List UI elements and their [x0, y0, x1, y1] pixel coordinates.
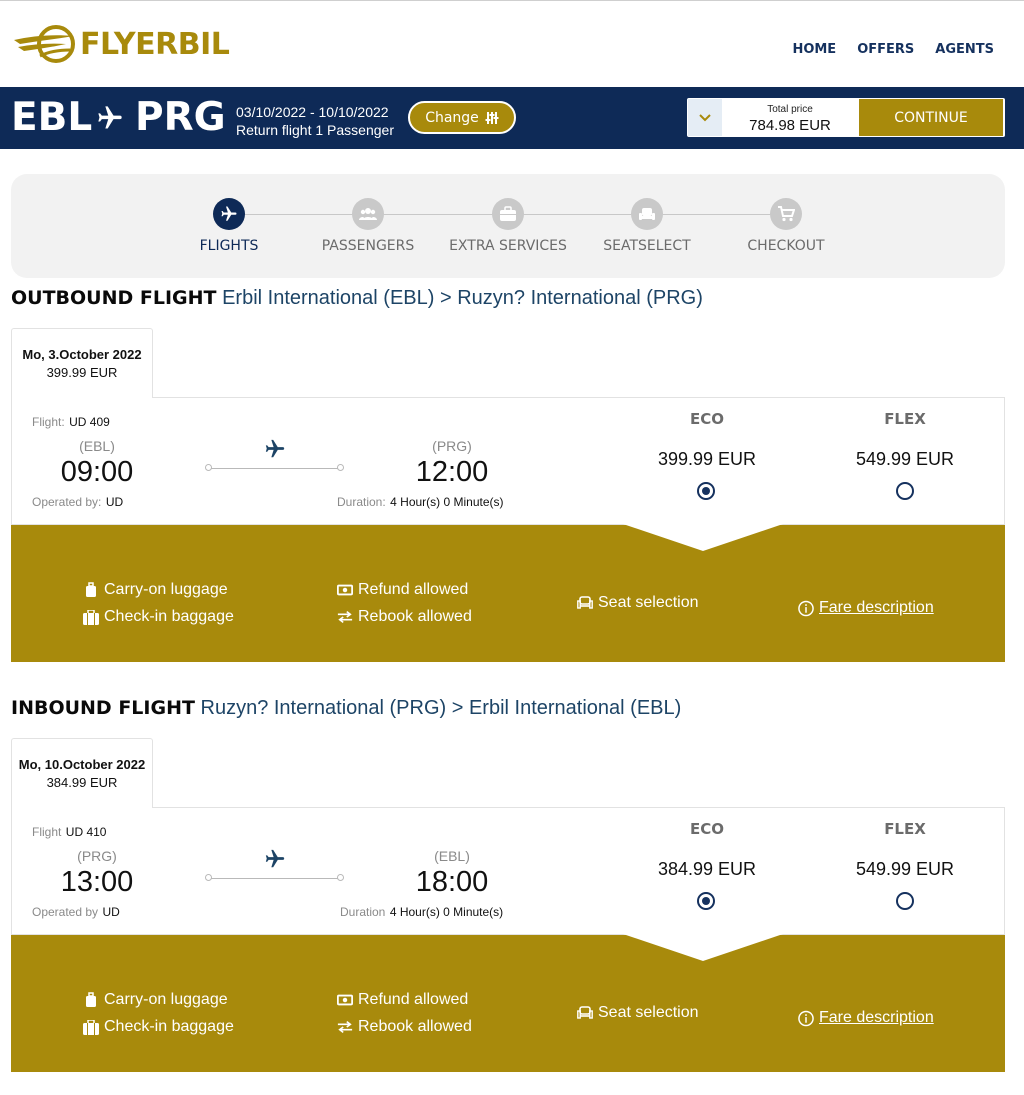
logo[interactable] — [12, 22, 229, 66]
arrival-time: 18:00 — [415, 866, 489, 898]
departure-code: (PRG) — [77, 848, 117, 864]
step-checkout[interactable] — [716, 198, 856, 254]
refund-feature: Refund allowed — [337, 581, 468, 599]
fare-description-link[interactable]: Fare description — [798, 1009, 934, 1027]
step-flights-circle — [213, 198, 245, 230]
step-label: EXTRA SERVICES — [449, 238, 567, 254]
fare-features-panel — [11, 935, 1005, 1072]
info-icon — [798, 600, 814, 617]
info-icon — [798, 1010, 814, 1027]
price-toggle-button[interactable] — [688, 99, 722, 136]
nav-home[interactable]: HOME — [792, 42, 837, 57]
eco-fare-price: 384.99 EUR — [657, 859, 757, 879]
flex-fare-price: 549.99 EUR — [855, 859, 955, 879]
step-seatselect[interactable] — [577, 198, 717, 254]
refund-feature: Refund allowed — [337, 991, 468, 1009]
exchange-icon — [337, 610, 353, 624]
flex-fare-price: 549.99 EUR — [855, 449, 955, 469]
change-label: Change — [425, 109, 479, 126]
rebook-feature: Rebook allowed — [337, 608, 472, 626]
step-label: SEATSELECT — [603, 238, 691, 254]
flex-radio[interactable] — [896, 892, 914, 910]
plane-icon — [263, 848, 287, 870]
destination-code: PRG — [135, 95, 226, 140]
route-end-dot — [337, 874, 344, 881]
eco-fare-label: ECO — [689, 820, 724, 838]
check-in-feature: Check-in baggage — [83, 608, 234, 626]
route-bar — [0, 87, 1024, 149]
wing-logo-icon — [12, 22, 76, 66]
eco-radio[interactable] — [697, 482, 715, 500]
inbound-title: INBOUND FLIGHT — [11, 697, 195, 719]
step-label: CHECKOUT — [747, 238, 825, 254]
inbound-date-tab[interactable] — [11, 738, 153, 808]
plane-icon — [220, 205, 238, 223]
step-label: FLIGHTS — [199, 238, 259, 254]
total-price-value: 784.98 EUR — [749, 117, 831, 134]
luggage-icon — [83, 1020, 99, 1035]
date-price: 384.99 EUR — [46, 775, 118, 790]
continue-button[interactable]: CONTINUE — [859, 99, 1003, 136]
operated-by: Operated by: UD — [32, 495, 124, 509]
flight-details-panel — [11, 807, 1005, 935]
departure-code: (EBL) — [79, 438, 115, 454]
trip-dates: 03/10/2022 - 10/10/2022 — [236, 104, 389, 120]
step-seat-circle — [631, 198, 663, 230]
outbound-title: OUTBOUND FLIGHT — [11, 287, 217, 309]
users-icon — [359, 206, 377, 222]
fare-features-panel — [11, 525, 1005, 662]
departure-time: 13:00 — [60, 866, 134, 898]
sliders-icon — [485, 111, 499, 125]
flex-fare-label: FLEX — [884, 410, 926, 428]
trip-summary — [236, 103, 394, 139]
arrival-code: (PRG) — [432, 438, 472, 454]
outbound-route: Erbil International (EBL) > Ruzyn? International (PRG) — [222, 287, 703, 309]
step-extra-circle — [492, 198, 524, 230]
check-in-feature: Check-in baggage — [83, 1018, 234, 1036]
seat-icon — [577, 1006, 593, 1020]
operated-by: Operated by UD — [32, 905, 120, 919]
exchange-icon — [337, 1020, 353, 1034]
inbound-route: Ruzyn? International (PRG) > Erbil International (EBL) — [200, 697, 682, 719]
eco-fare-price: 399.99 EUR — [657, 449, 757, 469]
departure-time: 09:00 — [60, 456, 134, 488]
selected-fare-pointer — [623, 524, 783, 551]
chevron-down-icon — [699, 114, 711, 122]
nav-agents[interactable]: AGENTS — [935, 42, 994, 57]
route-end-dot — [337, 464, 344, 471]
plane-icon — [263, 438, 287, 460]
main-nav — [792, 42, 994, 57]
step-checkout-circle — [770, 198, 802, 230]
inbound-card — [11, 738, 1005, 1073]
seat-feature: Seat selection — [577, 594, 699, 612]
flight-number: Flight UD 410 — [32, 825, 107, 839]
route-track — [209, 878, 342, 879]
step-passengers-circle — [352, 198, 384, 230]
carry-on-feature: Carry-on luggage — [83, 991, 228, 1009]
flight-number: Flight: UD 409 — [32, 415, 110, 429]
carry-on-feature: Carry-on luggage — [83, 581, 228, 599]
fare-description-link[interactable]: Fare description — [798, 599, 934, 617]
date-price: 399.99 EUR — [46, 365, 118, 380]
briefcase-icon — [499, 206, 517, 222]
eco-fare-label: ECO — [689, 410, 724, 428]
date-label: Mo, 3.October 2022 — [22, 347, 142, 362]
selected-fare-pointer — [623, 934, 783, 961]
money-icon — [337, 584, 353, 596]
route-track — [209, 468, 342, 469]
flex-fare-label: FLEX — [884, 820, 926, 838]
site-header — [0, 4, 1024, 87]
trip-type: Return flight 1 Passenger — [236, 122, 394, 138]
duration: Duration: 4 Hour(s) 0 Minute(s) — [337, 495, 504, 509]
flex-radio[interactable] — [896, 482, 914, 500]
brand-name: FLYERBIL — [80, 26, 230, 62]
outbound-heading — [11, 287, 703, 310]
step-passengers[interactable] — [298, 198, 438, 254]
origin-code: EBL — [11, 95, 93, 140]
flight-details-panel — [11, 397, 1005, 525]
outbound-card — [11, 328, 1005, 663]
inbound-heading — [11, 697, 681, 720]
seat-icon — [577, 596, 593, 610]
outbound-date-tab[interactable] — [11, 328, 153, 398]
step-extra-services[interactable] — [438, 198, 578, 254]
suitcase-icon — [85, 992, 97, 1008]
booking-steps — [11, 174, 1005, 278]
nav-offers[interactable]: OFFERS — [857, 42, 915, 57]
date-label: Mo, 10.October 2022 — [18, 757, 146, 772]
step-label: PASSENGERS — [321, 238, 415, 254]
route-start-dot — [205, 464, 212, 471]
rebook-feature: Rebook allowed — [337, 1018, 472, 1036]
eco-radio[interactable] — [697, 892, 715, 910]
step-flights[interactable] — [159, 198, 299, 254]
cart-icon — [777, 206, 795, 222]
arrival-code: (EBL) — [434, 848, 470, 864]
money-icon — [337, 994, 353, 1006]
total-price-label: Total price — [767, 104, 813, 115]
plane-icon — [95, 104, 125, 132]
seat-icon — [638, 206, 656, 222]
arrival-time: 12:00 — [415, 456, 489, 488]
seat-feature: Seat selection — [577, 1004, 699, 1022]
suitcase-icon — [85, 582, 97, 598]
change-button[interactable] — [408, 101, 516, 134]
duration: Duration 4 Hour(s) 0 Minute(s) — [340, 905, 504, 919]
price-summary — [687, 98, 1005, 137]
luggage-icon — [83, 610, 99, 625]
route-start-dot — [205, 874, 212, 881]
